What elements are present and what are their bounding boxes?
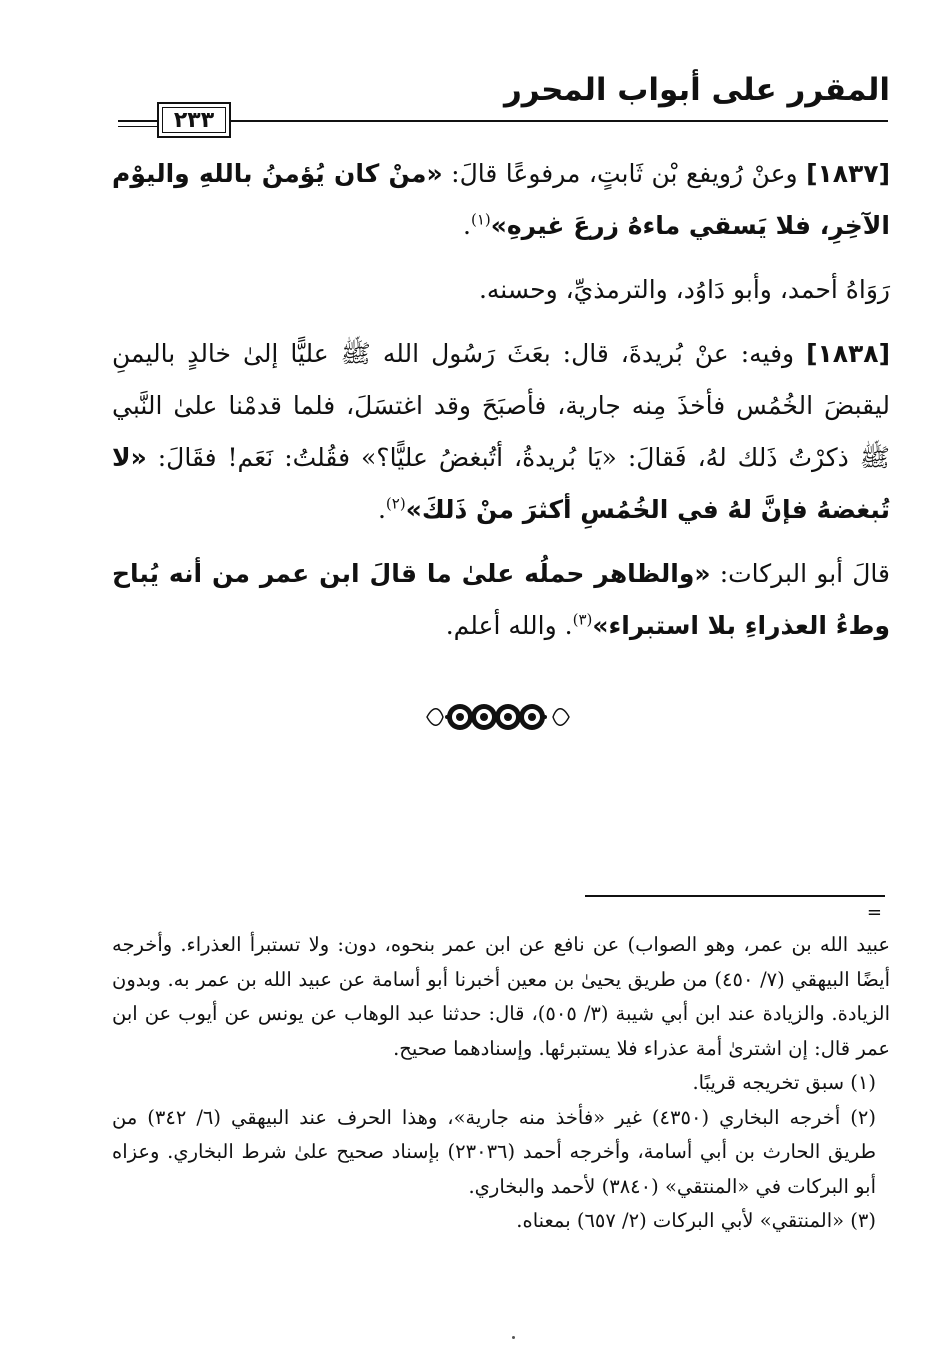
footnote-ref[interactable]: (٢) (385, 494, 406, 513)
hadith-number: [١٨٣٨] (806, 339, 890, 368)
main-text (112, 148, 890, 664)
hadith-quote: «منْ كان يُؤمنُ باللهِ واليوْم الآخِرِ، فلا يَسقي ماءهُ زرعَ غيرهِ» (112, 159, 890, 240)
header-rule (118, 120, 888, 122)
paragraph-abu-barakat (112, 548, 890, 652)
paragraph-text: رَوَاهُ أحمد، وأبو دَاوُد، والترمذيِّ، وحسنه. (478, 275, 890, 304)
footnote-ref[interactable]: (١) (470, 210, 491, 229)
footnote-continuation: عبيد الله بن عمر، وهو الصواب) عن نافع عن ابن عمر بنحوه، دون: ولا تستبرأ العذراء. وأخرجه أيضًا البيهقي (٧/ ٤٥٠) من طريق يحيىٰ بن معين أخبرنا أبو أسامة عن عبيد الله بن عمر به. وبدون الزيادة. والزيادة عند ابن أبي شيبة (٣/ ٥٠٥)، قال: حدثنا عبد الوهاب عن يونس عن أيوب عن ابن عمر قال: إن اشترىٰ أمة عذراء فلا يستبرئها. وإسنادهما صحيح. (112, 933, 890, 1060)
hadith-quote: «لا تُبغضهُ فإنَّ لهُ في الخُمُسِ أكثرَ منْ ذَلكَ» (112, 443, 890, 524)
page-number-box (157, 102, 231, 138)
footnote-3: (٣) «المنتقي» لأبي البركات (٢/ ٦٥٧) بمعناه. (516, 1209, 876, 1232)
continuation-mark: = (866, 902, 882, 923)
paragraph-1837 (112, 148, 890, 252)
paragraph-text: وفيه: عنْ بُريدةَ، قال: بعَثَ رَسُول الله ﷺ عليًّا إلىٰ خالدٍ باليمنِ ليقبضَ الخُمُس فأخذَ مِنه جارية، فأصبَحَ وقد اغتسَلَ، فلما قدمْنا علىٰ النَّبي ﷺ ذكرْتُ ذَلك لهُ، فَقالَ: «يَا بُريدةُ، أتُبغضُ عليًّا؟» فقُلتُ: نَعَم! فقَالَ: (112, 339, 890, 472)
footnote-rule (585, 895, 885, 897)
footnote-ref[interactable]: (٣) (572, 610, 593, 629)
paragraph-text: وعنْ رُويفع بْن ثَابتٍ، مرفوعًا قالَ: (442, 159, 807, 188)
header-rule-short (118, 126, 158, 127)
footnote-1: (١) سبق تخريجه قريبًا. (692, 1071, 876, 1094)
paragraph-narration (112, 264, 890, 316)
paragraph-1838 (112, 328, 890, 536)
paragraph-text: . والله أعلم. (445, 611, 573, 640)
hadith-number: [١٨٣٧] (806, 159, 890, 188)
footnote-2: (٢) أخرجه البخاري (٤٣٥٠) غير «فأخذ منه جارية»، وهذا الحرف عند البيهقي (٦/ ٣٤٢) من طريق الحارث بن أبي أسامة، وأخرجه أحمد (٢٣٠٣٦) بإسناد صحيح علىٰ شرط البخاري. وعزاه أبو البركات في «المنتقي» (٣٨٤٠) لأحمد والبخاري. (112, 1105, 876, 1198)
punctuation: . (377, 495, 386, 524)
footnotes (112, 928, 890, 1239)
page-number: ٢٣٣ (173, 107, 215, 133)
floral-divider-icon (423, 700, 573, 734)
running-title: المقرر على أبواب المحرر (503, 72, 890, 108)
quote: «والظاهر حملُه علىٰ ما قالَ ابن عمر من أنه يُباح وطءُ العذراءِ بلا استبراء» (112, 559, 890, 640)
printer-dot (512, 1336, 515, 1339)
paragraph-text: قالَ أبو البركات: (710, 559, 890, 588)
punctuation: . (463, 211, 471, 240)
